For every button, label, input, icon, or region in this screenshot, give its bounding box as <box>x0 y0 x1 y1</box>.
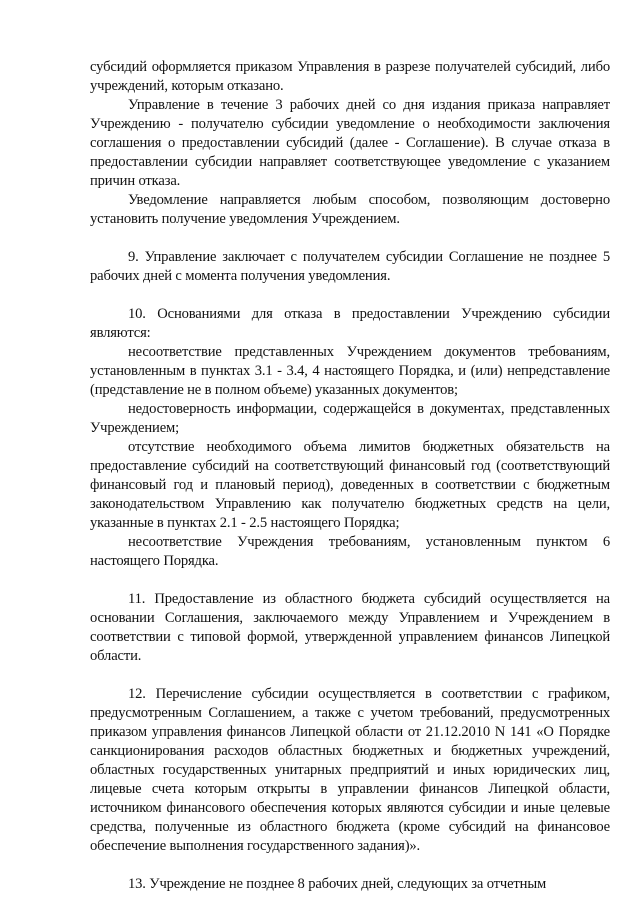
paragraph-refusal-ground-2: недостоверность информации, содержащейся в документах, представленных Учреждением; <box>90 401 610 436</box>
paragraph-clause-13: 13. Учреждение не позднее 8 рабочих дней, следующих за отчетным <box>128 876 547 892</box>
paragraph-clause-11: 11. Предоставление из областного бюджета субсидий осуществляется на основании Соглашения, заключаемого между Управлением и Учреждением в соответствии с типовой формой, утвержденной управлением финансов Липецкой области. <box>90 591 610 664</box>
paragraph-refusal-ground-3: отсутствие необходимого объема лимитов бюджетных обязательств на предоставление субсидий на соответствующий финансовый год (соответствующий финансовый год и плановый период), доведенных в соответствии с бюджетным законодательством Управлению как получателю бюджетных средств на цели, указанные в пунктах 2.1 - 2.5 настоящего Порядка; <box>90 439 610 531</box>
paragraph-clause-9: 9. Управление заключает с получателем субсидии Соглашение не позднее 5 рабочих дней с момента получения уведомления. <box>90 249 610 284</box>
paragraph-clause-12: 12. Перечисление субсидии осуществляется в соответствии с графиком, предусмотренным Соглашением, а также с учетом требований, предусмотренных приказом управления финансов Липецкой области от 21.12.2010 N 141 «О Порядке санкционирования расходов областных бюджетных и бюджетных учреждений, областных государственных унитарных предприятий и иных юридических лиц, лицевые счета которым открыты в управлении финансов Липецкой области, источником финансового обеспечения которых являются субсидии и иные целевые средства, полученные из областного бюджета (кроме субсидий на финансовое обеспечение выполнения государственного задания)». <box>90 686 610 854</box>
paragraph-refusal-ground-1: несоответствие представленных Учреждением документов требованиям, установленным в пунктах 3.1 - 3.4, 4 настоящего Порядка, и (или) непредставление (представление не в полном объеме) указанных документов; <box>90 344 610 398</box>
paragraph-refusal-ground-4: несоответствие Учреждения требованиям, установленным пунктом 6 настоящего Порядка. <box>90 534 610 569</box>
paragraph-subsidy-order-continuation: субсидий оформляется приказом Управления в разрезе получателей субсидий, либо учреждений, которым отказано. <box>90 59 610 94</box>
document-page <box>90 58 610 894</box>
paragraph-notification-procedure: Управление в течение 3 рабочих дней со дня издания приказа направляет Учреждению - получателю субсидии уведомление о необходимости заключения соглашения о предоставлении субсидий (далее - Соглашение). В случае отказа в предоставлении субсидии направляет соответствующее уведомление с указанием причин отказа. <box>90 97 610 189</box>
paragraph-notification-method: Уведомление направляется любым способом, позволяющим достоверно установить получение уведомления Учреждением. <box>90 192 610 227</box>
paragraph-clause-10: 10. Основаниями для отказа в предоставлении Учреждению субсидии являются: <box>90 306 610 341</box>
